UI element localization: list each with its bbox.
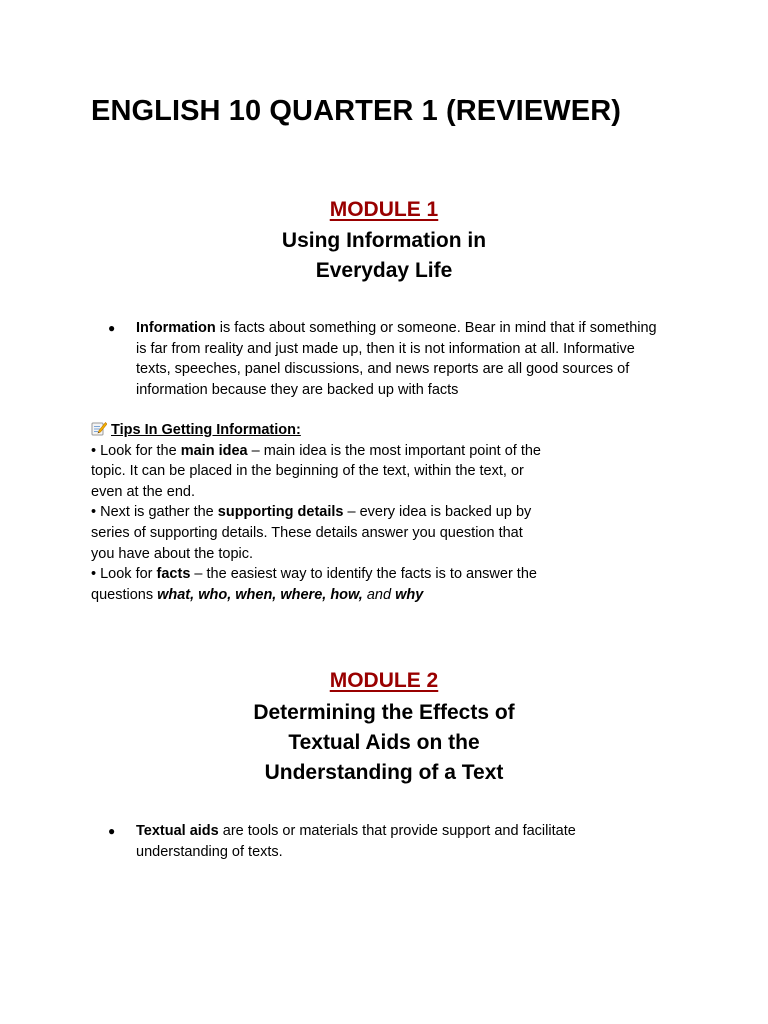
tip-term: facts bbox=[156, 566, 191, 583]
list-item bbox=[108, 821, 688, 862]
tip-line: topic. It can be placed in the beginning of the text, within the text, or bbox=[91, 463, 524, 480]
module-2-subtitle-line: Textual Aids on the bbox=[288, 731, 480, 754]
bullet-line: understanding of texts. bbox=[136, 843, 283, 860]
module-2-subtitle-line: Understanding of a Text bbox=[264, 761, 504, 784]
tip-term: main idea bbox=[180, 442, 248, 459]
tip-line bbox=[91, 502, 611, 523]
tip-line: series of supporting details. These details answer you question that bbox=[91, 524, 523, 541]
tip-text: – every idea is backed up by bbox=[343, 504, 532, 521]
bullet-line: texts, speeches, panel discussions, and news reports are all good sources of bbox=[136, 361, 630, 378]
bullet-line: information because they are backed up with facts bbox=[136, 381, 459, 398]
document-title: ENGLISH 10 QUARTER 1 (REVIEWER) bbox=[91, 95, 621, 127]
module-1-subtitle bbox=[0, 226, 768, 286]
tip-text: – the easiest way to identify the facts is to answer the bbox=[190, 566, 537, 583]
bullet-line bbox=[136, 821, 688, 842]
tip-term: supporting details bbox=[217, 504, 344, 521]
tip-line bbox=[91, 564, 611, 585]
bullet-term: Information bbox=[136, 320, 216, 336]
tips-heading: Tips In Getting Information: bbox=[111, 422, 301, 438]
module-1-heading: MODULE 1 bbox=[329, 198, 439, 221]
module-2-subtitle-line: Determining the Effects of bbox=[253, 701, 515, 724]
tip-line: even at the end. bbox=[91, 483, 195, 500]
module-1-bullet-list bbox=[108, 318, 688, 400]
bullet-term: Textual aids bbox=[136, 823, 219, 839]
tip-text: • Look for the bbox=[91, 442, 181, 459]
tip-questions: what, who, when, where, how, bbox=[157, 586, 363, 603]
tips-heading-line bbox=[91, 420, 611, 441]
memo-icon bbox=[91, 421, 107, 436]
module-2-subtitle bbox=[0, 698, 768, 788]
tip-text: questions bbox=[91, 586, 158, 603]
bullet-line bbox=[136, 318, 688, 339]
bullet-line: is far from reality and just made up, then it is not information at all. Informative bbox=[136, 340, 635, 357]
bullet-icon: ● bbox=[108, 321, 116, 335]
module-2-bullet-list bbox=[108, 821, 688, 862]
bullet-icon: ● bbox=[108, 824, 116, 838]
module-2-heading: MODULE 2 bbox=[329, 669, 439, 692]
tip-text: • Look for bbox=[91, 566, 157, 583]
tip-line: you have about the topic. bbox=[91, 545, 254, 562]
tip-text: • Next is gather the bbox=[91, 504, 218, 521]
module-1-subtitle-line: Everyday Life bbox=[315, 259, 453, 282]
tip-and: and bbox=[362, 586, 396, 603]
tip-text: – main idea is the most important point of the bbox=[247, 442, 541, 459]
bullet-text: is facts about something or someone. Bear in mind that if something bbox=[215, 320, 657, 336]
bullet-text: are tools or materials that provide support and facilitate bbox=[218, 823, 576, 839]
tips-section bbox=[91, 420, 611, 605]
tip-line bbox=[91, 585, 611, 606]
list-item bbox=[108, 318, 688, 400]
module-1-subtitle-line: Using Information in bbox=[281, 229, 487, 252]
tip-line bbox=[91, 441, 611, 462]
tip-last-question: why bbox=[395, 586, 424, 603]
